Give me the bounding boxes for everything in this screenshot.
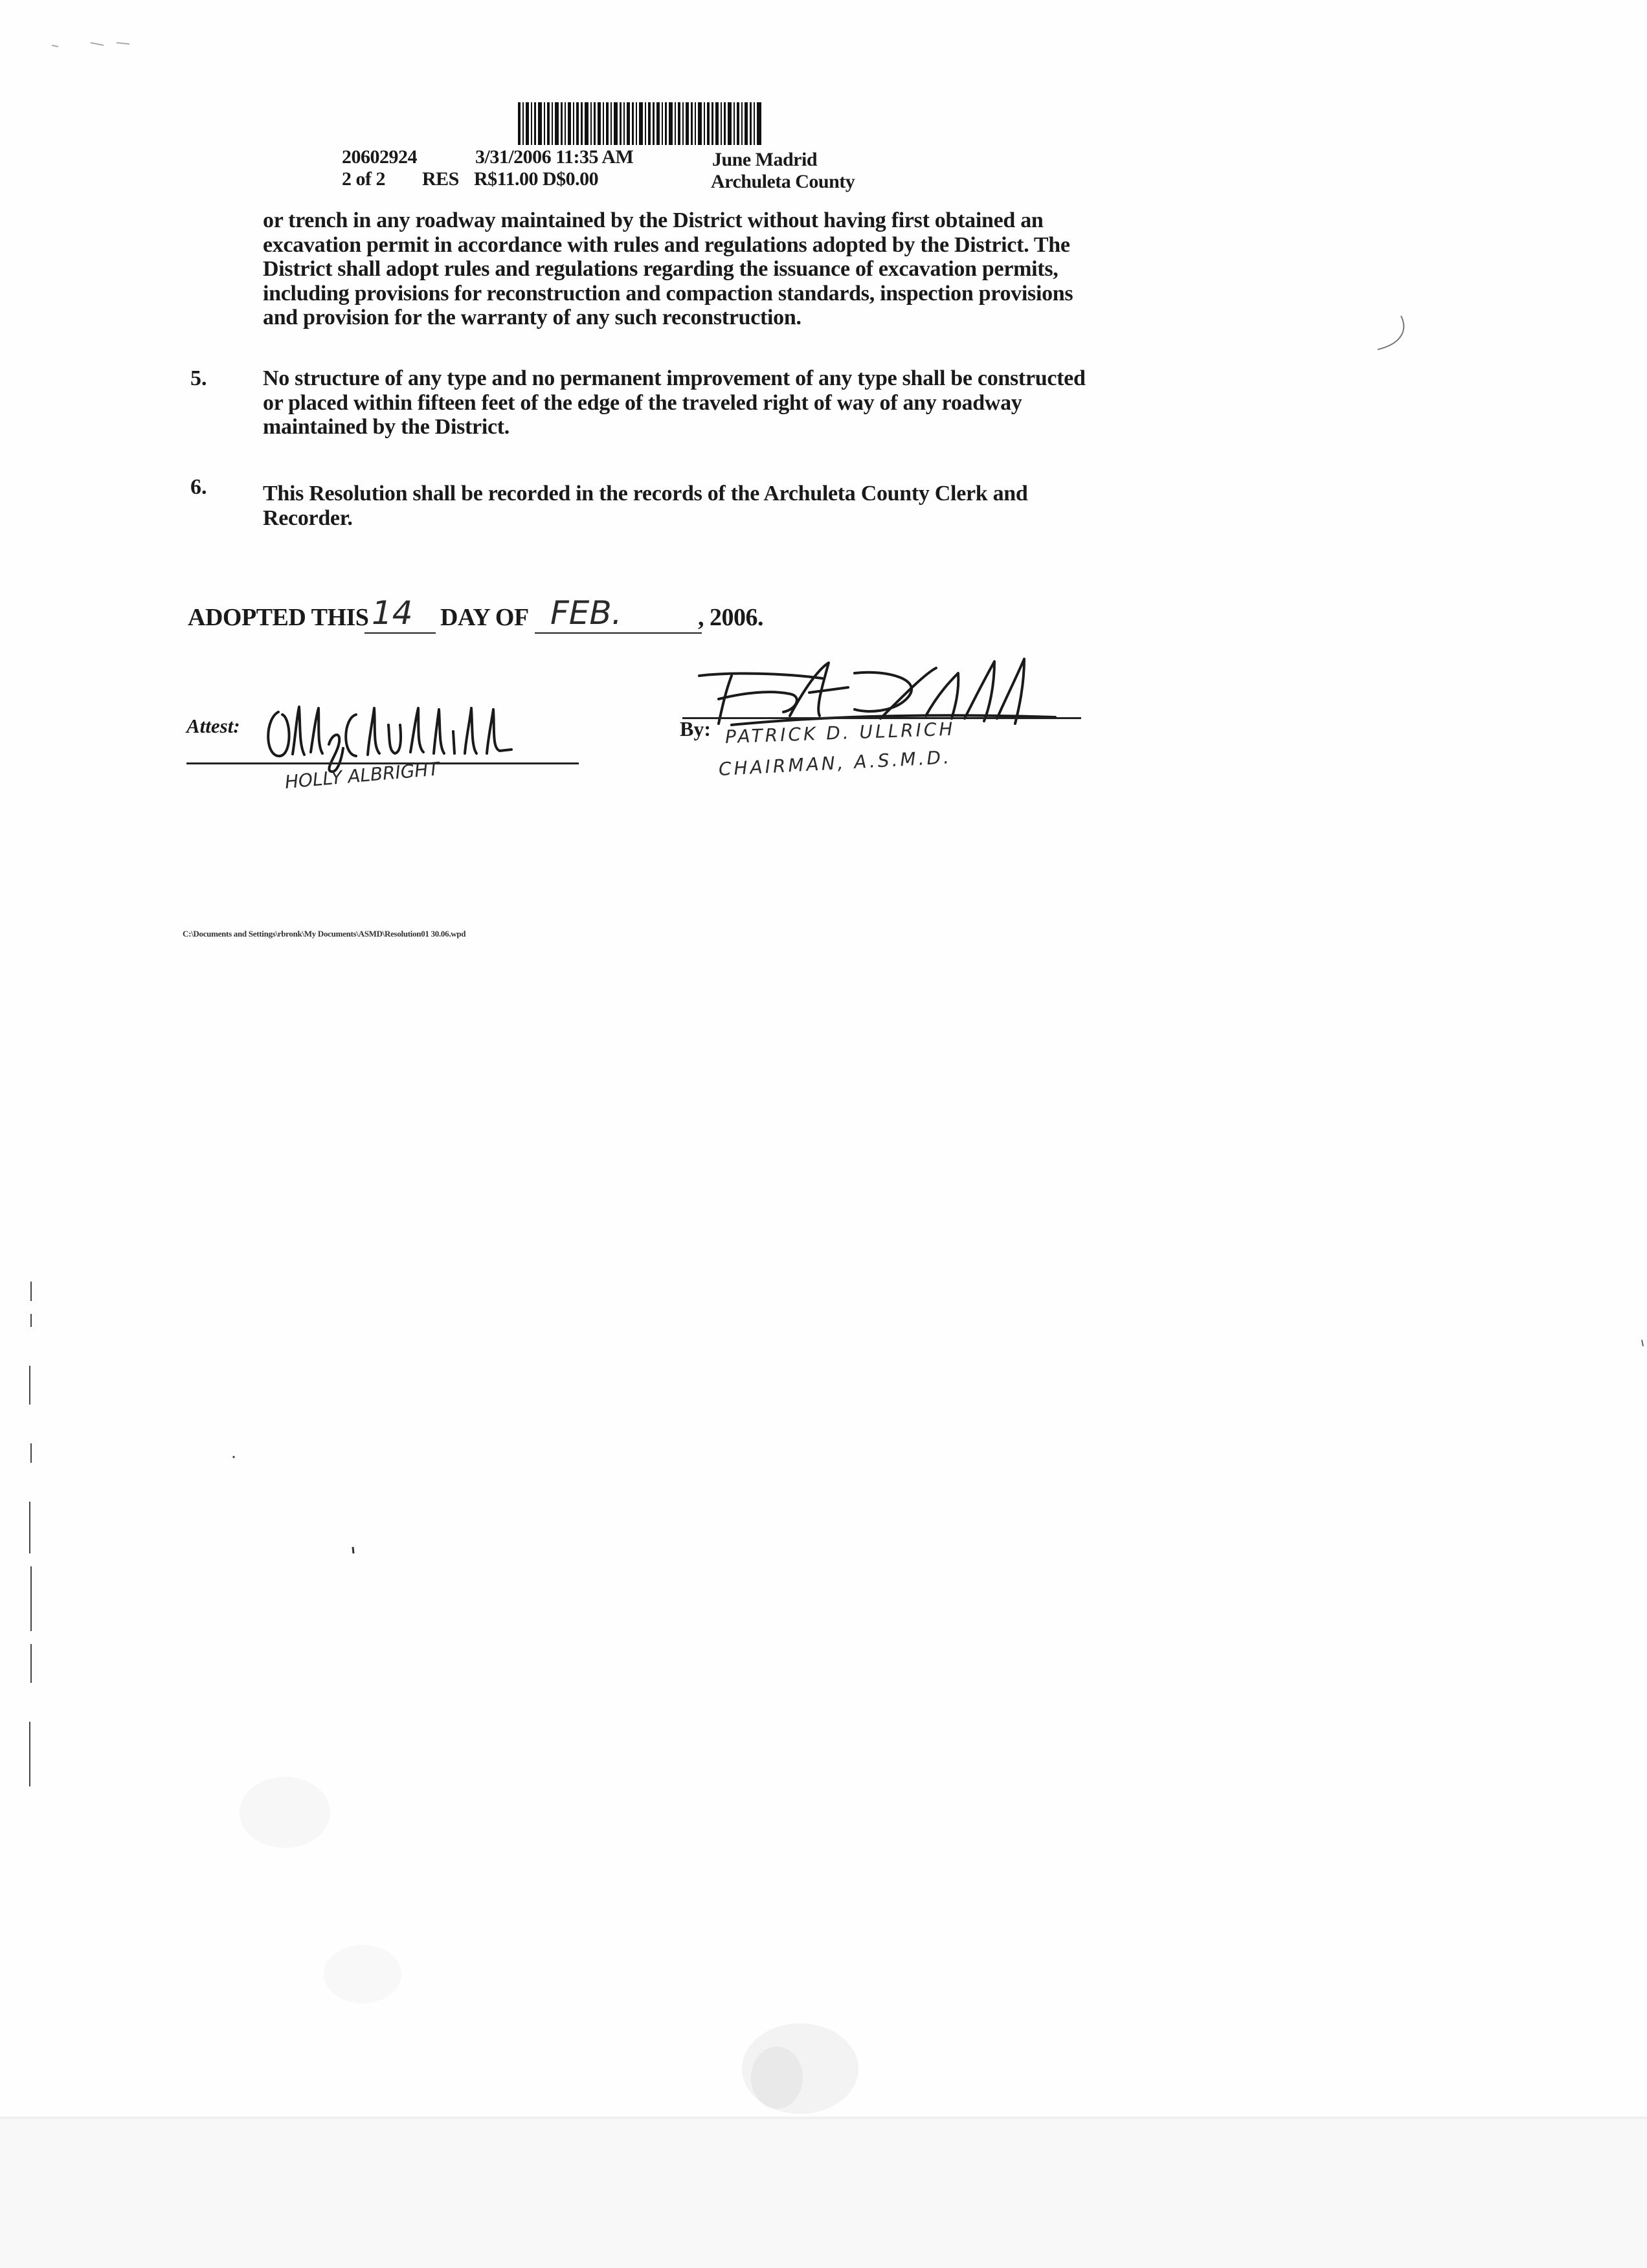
stamp-doc-number: 20602924 [342, 146, 417, 168]
paragraph-line: District shall adopt rules and regulations regarding the issuance of excavation permits, [263, 257, 1059, 281]
footer-file-path: C:\Documents and Settings\rbronk\My Documents\ASMD\Resolution01 30.06.wpd [183, 929, 466, 939]
paragraph-line: including provisions for reconstruction and compaction standards, inspection provisions [263, 281, 1073, 306]
continued-paragraph [263, 208, 1073, 330]
paragraph-line: This Resolution shall be recorded in the records of the Archuleta County Clerk and [263, 482, 1028, 506]
item-6-number: 6. [190, 475, 207, 499]
chairman-printed-name: PATRICK D. ULLRICH [724, 718, 956, 748]
paragraph-line: No structure of any type and no permanent improvement of any type shall be constructed [263, 366, 1086, 390]
paragraph-line: or trench in any roadway maintained by the District without having first obtained an [263, 208, 1044, 232]
paragraph-line: or placed within fifteen feet of the edge of the traveled right of way of any roadway [263, 390, 1022, 415]
adopted-day-of: DAY OF [440, 604, 529, 631]
month-blank-line [535, 632, 702, 634]
attest-printed-name: HOLLY ALBRIGHT [284, 758, 440, 793]
recording-barcode [518, 102, 761, 145]
paragraph-line: Recorder. [263, 506, 353, 530]
paragraph-line: and provision for the warranty of any such reconstruction. [263, 306, 801, 329]
stamp-county: Archuleta County [711, 171, 855, 192]
item-5-text [263, 366, 1086, 439]
stamp-fees: R$11.00 D$0.00 [474, 168, 599, 190]
attest-label: Attest: [186, 715, 240, 737]
paragraph-line: excavation permit in accordance with rules and regulations adopted by the District. The [263, 232, 1070, 257]
stamp-datetime: 3/31/2006 11:35 AM [475, 146, 634, 168]
item-5-number: 5. [190, 366, 207, 390]
chairman-title: CHAIRMAN, A.S.M.D. [718, 746, 952, 780]
paragraph-line: maintained by the District. [263, 415, 510, 439]
item-6-text [263, 482, 1028, 530]
adopted-month: FEB. [550, 594, 622, 632]
adopted-day: 14 [372, 594, 413, 632]
adopted-prefix: ADOPTED THIS [188, 604, 369, 631]
stamp-clerk: June Madrid [712, 149, 818, 170]
day-blank-line [364, 632, 436, 634]
chairman-signature-line [682, 717, 1081, 719]
stamp-pages: 2 of 2 [342, 168, 385, 190]
stamp-type: RES [422, 168, 459, 190]
by-label: By: [680, 717, 711, 740]
adopted-year: , 2006. [698, 604, 763, 631]
